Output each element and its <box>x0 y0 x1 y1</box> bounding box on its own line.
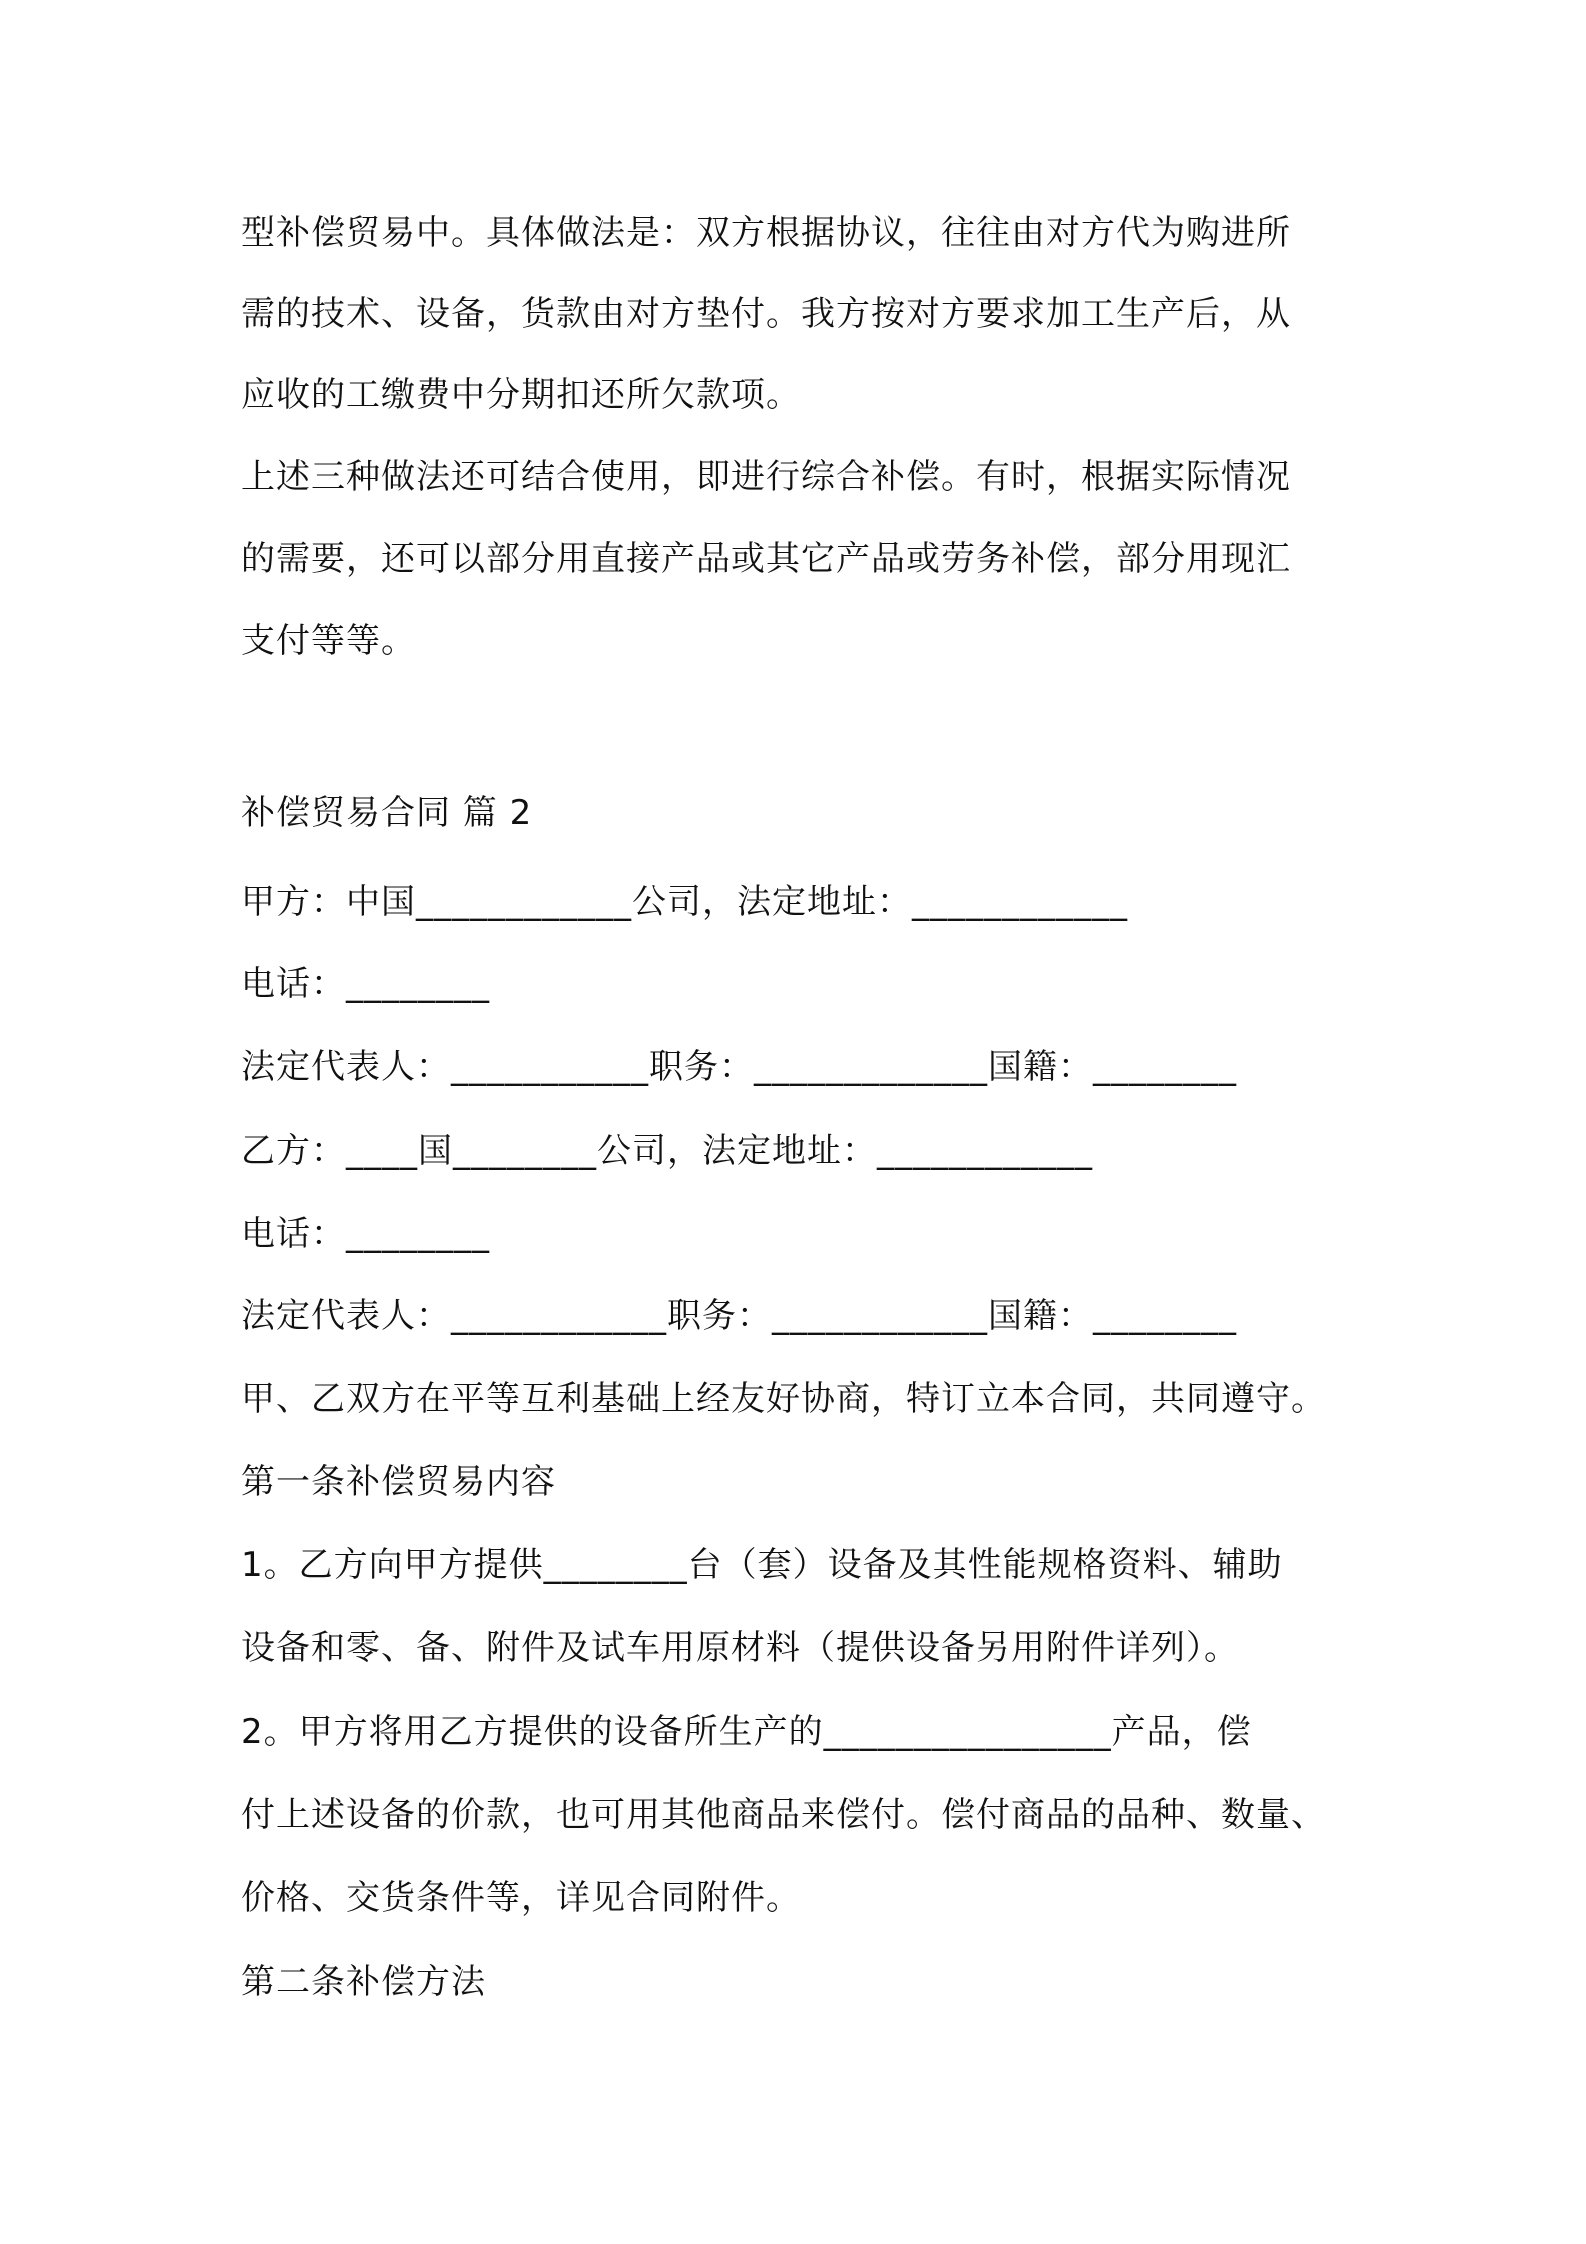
article-heading: 第二条补偿方法 <box>241 1962 486 2002</box>
body-paragraph-line: 型补偿贸易中。具体做法是：双方根据协议，往往由对方代为购进所 <box>241 213 1291 253</box>
body-paragraph-line: 的需要，还可以部分用直接产品或其它产品或劳务补偿，部分用现汇 <box>241 539 1291 579</box>
section-title: 补偿贸易合同 篇 2 <box>241 793 533 833</box>
body-paragraph-line: 需的技术、设备，货款由对方垫付。我方按对方要求加工生产后，从 <box>241 294 1291 334</box>
clause-line: 1。乙方向甲方提供________台（套）设备及其性能规格资料、辅助 <box>241 1545 1283 1585</box>
agreement-statement: 甲、乙双方在平等互利基础上经友好协商，特订立本合同，共同遵守。 <box>241 1379 1326 1419</box>
party-b-line: 乙方：____国________公司，法定地址：____________ <box>241 1131 1093 1171</box>
clause-line: 价格、交货条件等，详见合同附件。 <box>241 1878 801 1918</box>
party-a-representative: 法定代表人：___________职务：_____________国籍：________ <box>241 1047 1237 1087</box>
party-b-phone: 电话：________ <box>241 1214 490 1254</box>
party-a-phone: 电话：________ <box>241 964 490 1004</box>
body-paragraph-line: 上述三种做法还可结合使用，即进行综合补偿。有时，根据实际情况 <box>241 457 1291 497</box>
clause-line: 付上述设备的价款，也可用其他商品来偿付。偿付商品的品种、数量、 <box>241 1795 1326 1835</box>
clause-line: 2。甲方将用乙方提供的设备所生产的________________产品，偿 <box>241 1712 1252 1752</box>
party-a-line: 甲方：中国____________公司，法定地址：____________ <box>241 882 1128 922</box>
article-heading: 第一条补偿贸易内容 <box>241 1462 556 1502</box>
body-paragraph-line: 支付等等。 <box>241 621 416 661</box>
body-paragraph-line: 应收的工缴费中分期扣还所欠款项。 <box>241 375 801 415</box>
clause-line: 设备和零、备、附件及试车用原材料（提供设备另用附件详列）。 <box>241 1628 1239 1668</box>
party-b-representative: 法定代表人：____________职务：____________国籍：________ <box>241 1296 1237 1336</box>
